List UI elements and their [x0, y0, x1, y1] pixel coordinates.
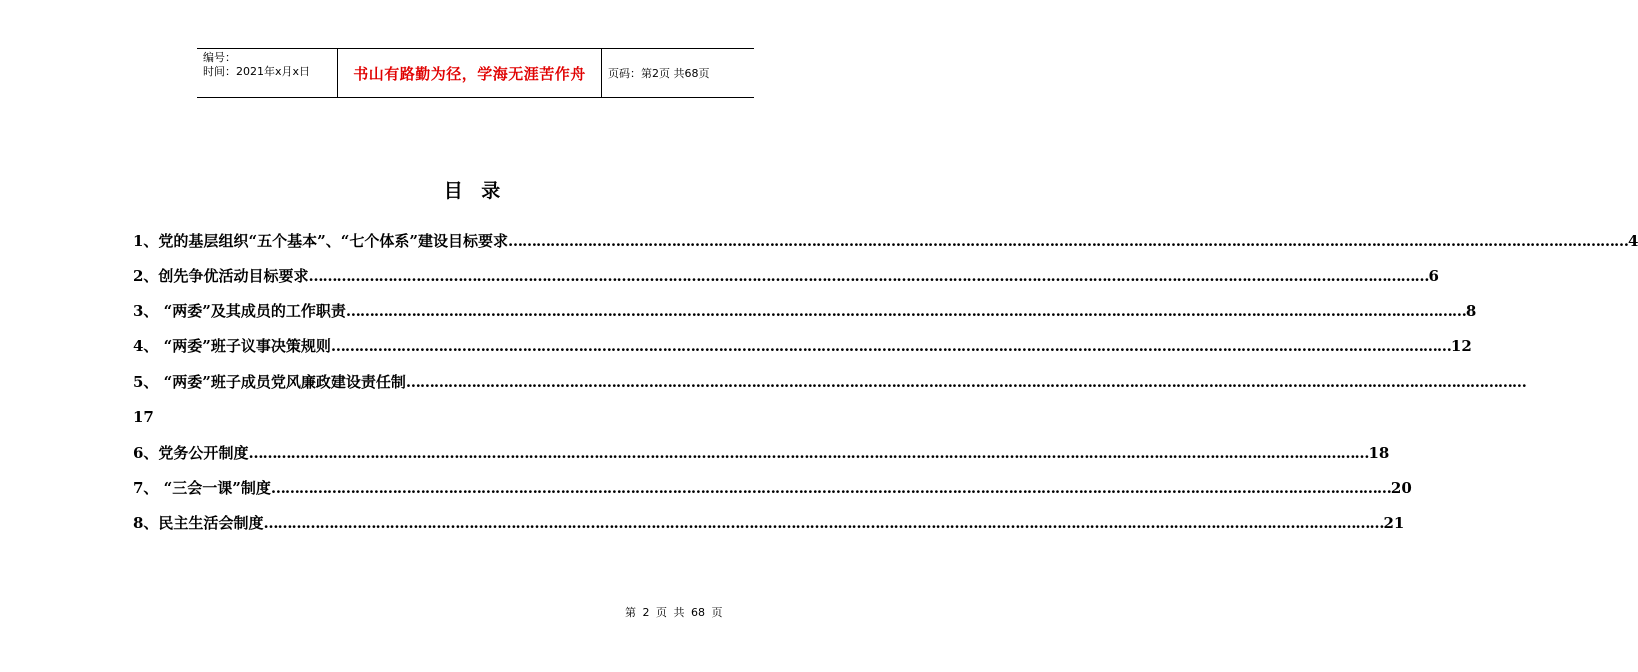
header-meta [197, 49, 338, 97]
toc-item-title: 7、 “三会一课”制度 [133, 479, 271, 497]
header-date: 时间：2021年x月x日 [203, 65, 311, 78]
toc-item[interactable] [133, 264, 1439, 288]
page-header [197, 48, 754, 98]
toc-item-title: 5、 “两委”班子成员党风廉政建设责任制 [133, 373, 406, 391]
toc-item-title: 8、民主生活会制度 [133, 514, 264, 532]
toc-leader-dots: …………………………………………………………………………………………………………………………………………………………………………………………………………………… [345, 302, 1466, 320]
toc-item-page: 8 [1465, 302, 1477, 320]
toc-item-title: 4、 “两委”班子议事决策规则 [133, 337, 331, 355]
toc-leader-dots: …………………………………………………………………………………………………………………………………………………………………………………………………………………… [263, 514, 1384, 532]
toc-leader-dots: …………………………………………………………………………………………………………………………………………………………………………………………………………………… [248, 444, 1369, 462]
toc-item[interactable] [133, 299, 1477, 323]
toc-item-page: 20 [1390, 479, 1412, 497]
toc-item-page: 12 [1450, 337, 1472, 355]
header-number-label: 编号： [203, 51, 236, 64]
toc-continuation-page: 17 [133, 408, 154, 426]
toc-item[interactable] [133, 511, 1405, 535]
toc-leader-dots: …………………………………………………………………………………………………………………………………………………………………………………………………………………… [330, 337, 1451, 355]
toc-item[interactable] [133, 229, 1638, 253]
toc-item-title: 6、党务公开制度 [133, 444, 249, 462]
toc-leader-dots: …………………………………………………………………………………………………………………………………………………………………………………………………………………… [507, 232, 1628, 250]
toc-leader-dots: …………………………………………………………………………………………………………………………………………………………………………………………………………………… [405, 373, 1526, 391]
toc-item-title: 3、 “两委”及其成员的工作职责 [133, 302, 346, 320]
toc-item-title: 2、创先争优活动目标要求 [133, 267, 309, 285]
toc-item[interactable] [133, 441, 1390, 465]
toc-item-page: 21 [1383, 514, 1405, 532]
toc-leader-dots: …………………………………………………………………………………………………………………………………………………………………………………………………………………… [308, 267, 1429, 285]
toc-item-page: 18 [1368, 444, 1390, 462]
page-footer: 第 2 页 共 68 页 [625, 606, 723, 619]
toc-item-title: 1、党的基层组织“五个基本”、“七个体系”建设目标要求 [133, 232, 508, 250]
page-title: 目 录 [443, 180, 507, 202]
header-page-info: 页码：第2页 共68页 [608, 67, 710, 80]
toc-item[interactable] [133, 476, 1412, 500]
header-motto: 书山有路勤为径，学海无涯苦作舟 [338, 49, 602, 97]
toc-leader-dots: …………………………………………………………………………………………………………………………………………………………………………………………………………………… [270, 479, 1391, 497]
toc-item-page: 6 [1428, 267, 1439, 285]
toc-item[interactable] [133, 370, 1526, 394]
toc-item[interactable] [133, 334, 1472, 358]
toc-item-page: 4 [1627, 232, 1638, 250]
